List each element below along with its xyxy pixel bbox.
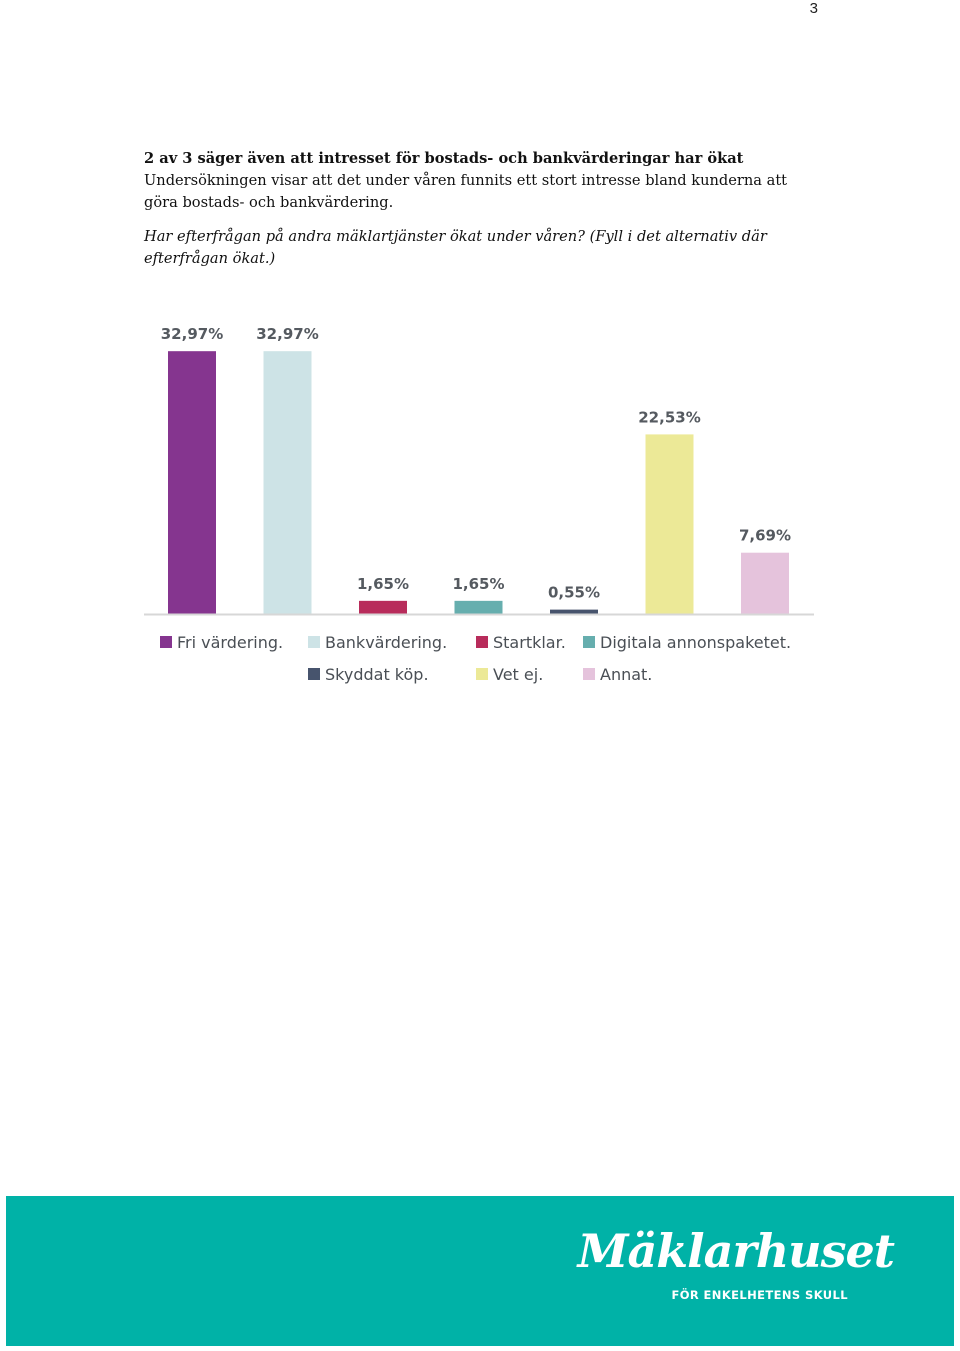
- bar-chart-svg: [140, 300, 820, 700]
- legend-label: Startklar.: [493, 633, 566, 652]
- footer-band: [6, 1196, 954, 1346]
- chart-bar: [264, 351, 312, 614]
- chart-bar: [168, 351, 216, 614]
- chart-data-label: 32,97%: [256, 325, 319, 344]
- chart-data-label: 32,97%: [160, 325, 224, 344]
- legend-swatch: [308, 636, 320, 648]
- legend-swatch: [583, 636, 595, 648]
- legend-label: Vet ej.: [493, 665, 544, 684]
- chart-bar: [455, 601, 503, 614]
- chart-data-label: 1,65%: [356, 574, 410, 593]
- chart-bar: [741, 553, 789, 614]
- legend-label: Bankvärdering.: [325, 633, 448, 652]
- section-heading: 2 av 3 säger även att intresset för bostads- och bankvärderingar har ökat: [144, 150, 744, 167]
- bar-chart: [140, 300, 820, 700]
- legend-label: Annat.: [600, 665, 653, 684]
- legend-swatch: [583, 668, 595, 680]
- legend-label: Skyddat köp.: [325, 665, 429, 684]
- chart-bar: [550, 610, 598, 614]
- legend-label: Fri värdering.: [177, 633, 284, 652]
- legend-swatch: [476, 636, 488, 648]
- chart-data-label: 1,65%: [452, 574, 505, 593]
- body-paragraph: Undersökningen visar att det under våren funnits ett stort intresse bland kunderna att göra bostads- och bankvärdering.: [144, 172, 788, 211]
- chart-data-label: 7,69%: [738, 526, 792, 545]
- page-number: 3: [809, 0, 818, 17]
- brand-tagline: FÖR ENKELHETENS SKULL: [671, 1288, 848, 1302]
- legend-swatch: [160, 636, 172, 648]
- legend-swatch: [476, 668, 488, 680]
- brand-logo: Mäklarhuset: [577, 1224, 894, 1278]
- legend-label: Digitala annonspaketet.: [600, 633, 792, 652]
- survey-question: Har efterfrågan på andra mäklartjänster ökat under våren? (Fyll i det alternativ där efterfrågan ökat.): [144, 228, 767, 267]
- chart-data-label: 22,53%: [638, 408, 701, 427]
- chart-bar: [646, 434, 694, 614]
- text-block: [144, 148, 824, 270]
- chart-data-label: 0,55%: [547, 583, 601, 602]
- legend-swatch: [308, 668, 320, 680]
- chart-bar: [359, 601, 407, 614]
